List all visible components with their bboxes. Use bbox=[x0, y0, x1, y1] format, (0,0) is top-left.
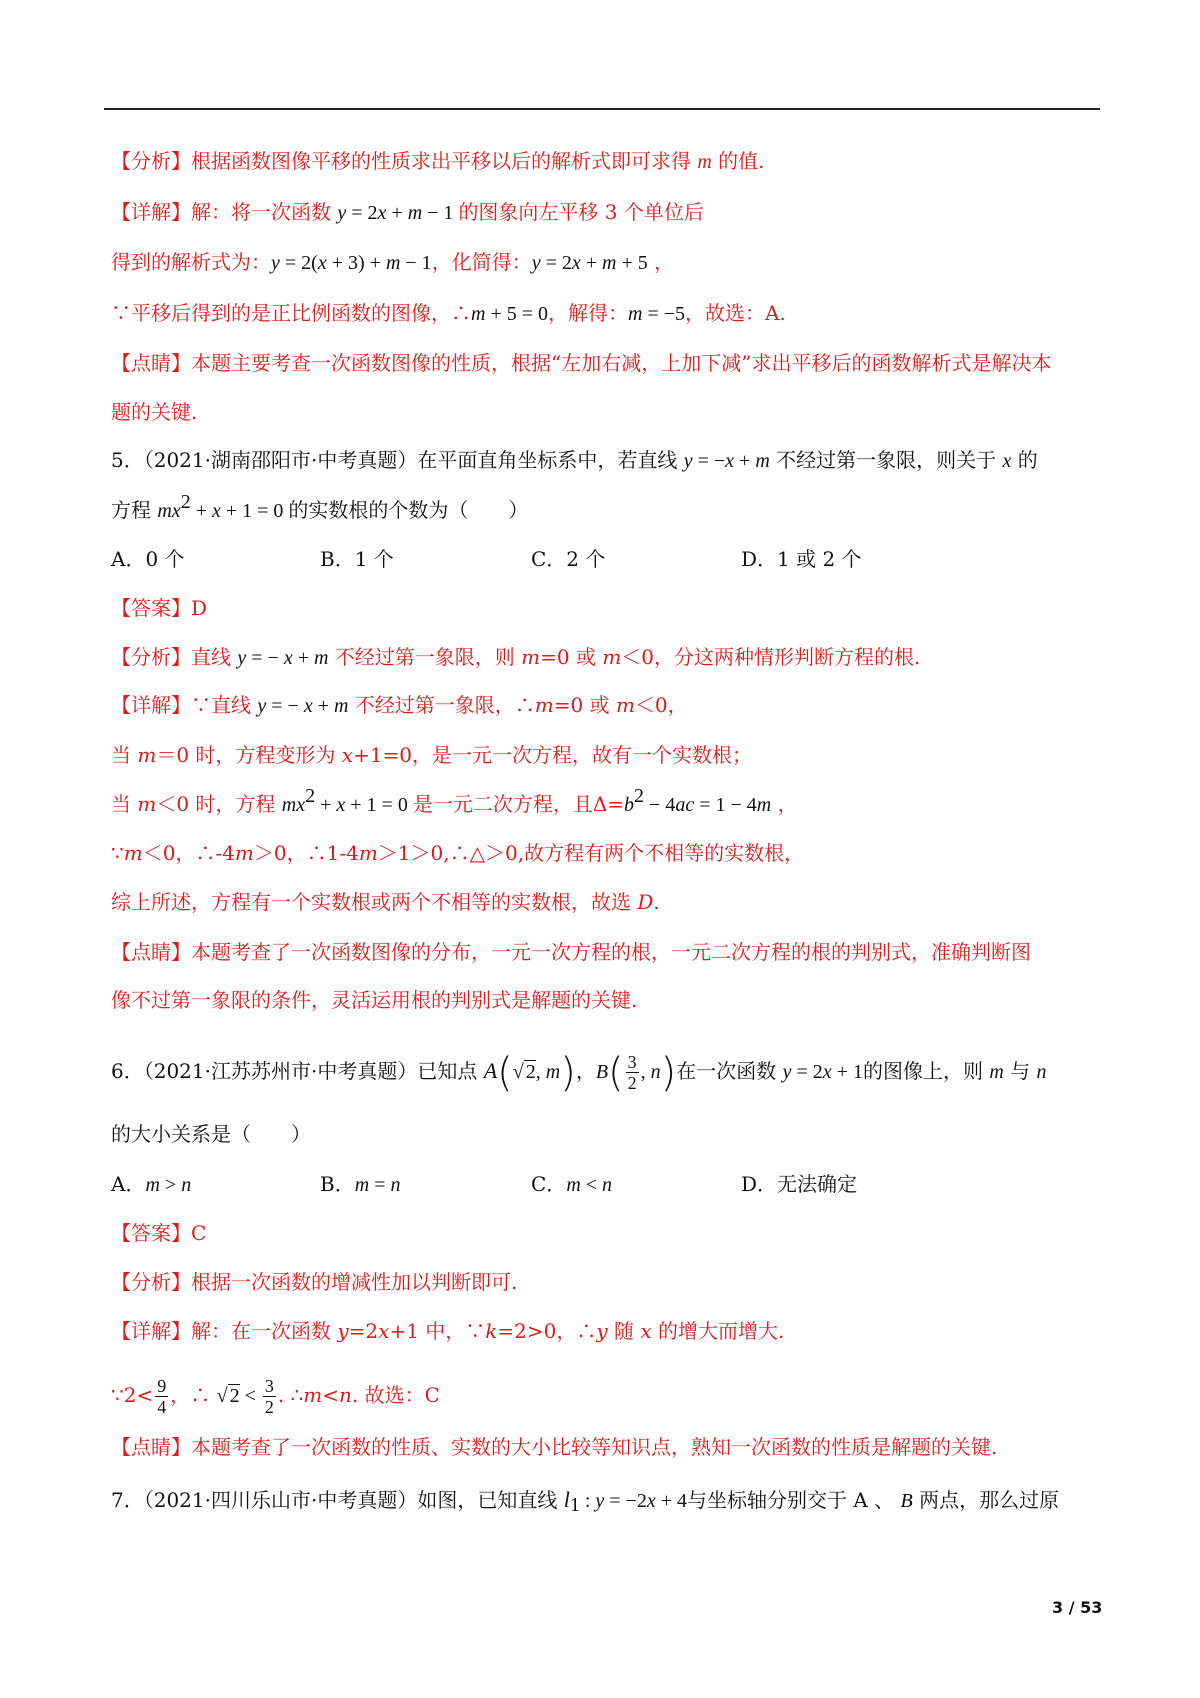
solution-line-q4-2: 得到的解析式为：y = 2(x + 3) + m − 1，化简得：y = 2x + m + 5 ， bbox=[111, 250, 675, 274]
analysis-line-q6: 【分析】根据一次函数的增减性加以判断即可. bbox=[111, 1270, 518, 1294]
question-5-stem-2: 方程 $mx^2 + x + 1 = 0$ 的实数根的个数为（ ） bbox=[111, 491, 529, 522]
comment-line-q4-1: 【点睛】本题主要考查一次函数图像的性质，根据“左加右减，上加下减”求出平移后的函数解析式是解决本 bbox=[111, 351, 1052, 375]
comment-line-q6: 【点睛】本题考查了一次函数的性质、实数的大小比较等知识点，熟知一次函数的性质是解题的关键. bbox=[111, 1435, 998, 1459]
solution-line-q6-2: ∵2< $\frac{9}{4}$ ，∴ √ 2 < $\frac{3}{2}$ . ∴m<n. 故选：C bbox=[111, 1376, 440, 1417]
comment-line-q5-1: 【点睛】本题考查了一次函数图像的分布，一元一次方程的根，一元二次方程的根的判别式，准确判断图 bbox=[111, 940, 1031, 964]
question-5-stem-1: 5．（2021·湖南邵阳市·中考真题）在平面直角坐标系中，若直线 y = −x + m 不经过第一象限，则关于 x 的 bbox=[111, 448, 1038, 472]
page-number: 3 / 53 bbox=[1052, 1598, 1103, 1617]
q6-choice-a: A．m > n bbox=[111, 1172, 192, 1196]
q5-choice-a: A．0 个 bbox=[111, 547, 185, 571]
solution-line-q6-1: 【详解】解：在一次函数 y=2x+1 中，∵k=2>0，∴y 随 x 的增大而增大. bbox=[111, 1319, 785, 1343]
label-analysis: 【分析】 bbox=[111, 645, 191, 669]
answer-line-q6: 【答案】C bbox=[111, 1221, 207, 1245]
solution-line-q5-2: 当 m＝0 时，方程变形为 x+1=0，是一元一次方程，故有一个实数根； bbox=[111, 743, 753, 767]
answer-line-q5: 【答案】D bbox=[111, 596, 208, 620]
solution-line-q5-5: 综上所述，方程有一个实数根或两个不相等的实数根，故选 D. bbox=[111, 890, 660, 914]
q6-choice-c: C．m < n bbox=[531, 1172, 613, 1196]
q6-choice-b: B．m = n bbox=[320, 1172, 401, 1196]
solution-line-q5-4: ∵m＜0，∴-4m＞0，∴1-4m＞1＞0,∴△＞0,故方程有两个不相等的实数根， bbox=[111, 841, 805, 865]
label-analysis: 【分析】 bbox=[111, 149, 191, 173]
label-comment: 【点睛】 bbox=[111, 1435, 191, 1459]
question-7-stem-1: 7．（2021·四川乐山市·中考真题）如图，已知直线 $l_1$ : y = −2x + 4与坐标轴分别交于 A 、 B 两点，那么过原 bbox=[111, 1487, 1060, 1516]
question-6-stem-1: 6．（2021·江苏苏州市·中考真题）已知点 A(√ 2, m)，B( $\frac{3}{2}$ , n)在一次函数 y = 2x + 1的图像上，则 m 与 n bbox=[111, 1050, 1047, 1096]
analysis-line-q4: 【分析】根据函数图像平移的性质求出平移以后的解析式即可求得 m 的值. bbox=[111, 149, 765, 173]
label-answer: 【答案】 bbox=[111, 596, 191, 620]
question-6-stem-2: 的大小关系是（ ） bbox=[111, 1122, 311, 1146]
q5-choice-c: C．2 个 bbox=[531, 547, 606, 571]
q5-choice-d: D．1 或 2 个 bbox=[741, 547, 862, 571]
analysis-line-q5: 【分析】直线 y = − x + m 不经过第一象限，则 m=0 或 m＜0，分这两种情形判断方程的根. bbox=[111, 645, 921, 669]
label-solution: 【详解】 bbox=[111, 693, 191, 717]
solution-line-q5-3: 当 m＜0 时，方程 $mx^2 + x + 1 = 0$ 是一元二次方程，且$\Delta=b^2 - 4ac = 1 - 4m$ ， bbox=[111, 785, 798, 816]
solution-line-q4-1: 【详解】解：将一次函数 y = 2x + m − 1 的图象向左平移 3 个单位后 bbox=[111, 200, 704, 224]
comment-line-q5-2: 像不过第一象限的条件，灵活运用根的判别式是解题的关键. bbox=[111, 988, 638, 1012]
label-solution: 【详解】 bbox=[111, 1319, 191, 1343]
label-comment: 【点睛】 bbox=[111, 940, 191, 964]
comment-line-q4-2: 题的关键. bbox=[111, 400, 198, 424]
label-solution: 【详解】 bbox=[111, 200, 191, 224]
label-answer: 【答案】 bbox=[111, 1221, 191, 1245]
solution-line-q5-1: 【详解】∵直线 y = − x + m 不经过第一象限，∴m=0 或 m＜0， bbox=[111, 693, 688, 717]
q5-choice-b: B．1 个 bbox=[320, 547, 394, 571]
header-rule bbox=[104, 108, 1100, 110]
q6-choice-d: D．无法确定 bbox=[741, 1172, 858, 1196]
label-analysis: 【分析】 bbox=[111, 1270, 191, 1294]
label-comment: 【点睛】 bbox=[111, 351, 191, 375]
solution-line-q4-3: ∵平移后得到的是正比例函数的图像，∴m + 5 = 0，解得：m = −5，故选：A. bbox=[111, 301, 786, 325]
